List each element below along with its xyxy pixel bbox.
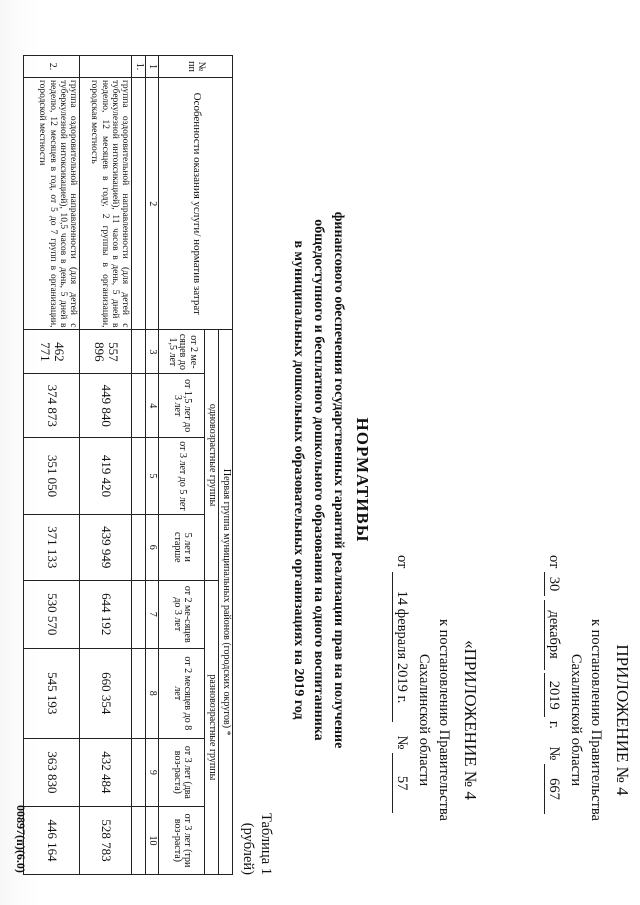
header-same-age: одновозрастные группы — [205, 330, 219, 580]
date-suffix: г. — [546, 720, 562, 729]
row-value: 449 840 — [80, 374, 132, 438]
appendix-current-title: ПРИЛОЖЕНИЕ № 4 — [613, 644, 632, 796]
table-unit: (рублей) — [240, 822, 256, 875]
col-header: от 2 ме-сяцев до 1,5 лет — [159, 330, 205, 374]
row-value: 530 570 — [24, 580, 80, 648]
header-group: Первая группа муниципальных районов (городских округов) * — [219, 330, 233, 875]
row-num: 2. — [24, 56, 80, 78]
col-number: 3 — [146, 330, 160, 374]
appendix-previous-date — [392, 555, 410, 885]
document-title-line3: в муниципальных дошкольных образовательных организациях на 2019 год — [291, 240, 306, 720]
appendix-current-date — [544, 555, 562, 885]
col-header: от 3 лет до 5 лет — [159, 438, 205, 515]
norms-table — [24, 55, 234, 875]
row-num — [80, 56, 132, 78]
row-value: 351 050 — [24, 438, 80, 515]
col-number: 10 — [146, 806, 160, 874]
header-desc: Особенности оказания услуги/ норматив затрат — [159, 77, 233, 330]
col-header: от 2 ме-сяцев до 3 лет — [159, 580, 205, 648]
row-value: 644 192 — [80, 580, 132, 648]
col-number: 2 — [146, 77, 160, 330]
row-value: 432 484 — [80, 738, 132, 806]
row-value: 439 949 — [80, 514, 132, 580]
col-number: 8 — [146, 648, 160, 738]
row-group-num: 1. — [132, 56, 146, 78]
appendix-previous-line1: к постановлению Правительства — [436, 619, 452, 821]
col-header: 5 лет и старше — [159, 514, 205, 580]
number-prefix: № — [546, 746, 562, 761]
date-prefix: от — [546, 555, 562, 569]
header-num: № пп — [159, 56, 233, 78]
row-value: 557 896 — [80, 330, 132, 374]
date-prefix: от — [394, 555, 410, 569]
col-number: 9 — [146, 738, 160, 806]
number-value: 667 — [544, 764, 562, 814]
header-mixed-age: разновозрастные группы — [205, 580, 219, 874]
row-value: 528 783 — [80, 806, 132, 874]
row-desc: группа оздоровительной направленности (для детей с туберкулезной интоксикацией), 10,5 часов в день, 5 дней в неделю, 12 месяцев в год, от 5 до 7 групп в организации, городской местности — [24, 77, 80, 330]
document-code: 00897(п)(6.0) — [14, 805, 28, 873]
appendix-previous-title: «ПРИЛОЖЕНИЕ № 4 — [461, 640, 480, 800]
row-value: 374 873 — [24, 374, 80, 438]
number-value: 57 — [392, 753, 410, 813]
row-value: 419 420 — [80, 438, 132, 515]
date-day: 30 — [544, 572, 562, 596]
table-caption: Таблица 1 — [258, 812, 274, 875]
col-header: от 3 лет (два воз-раста) — [159, 738, 205, 806]
row-value: 545 193 — [24, 648, 80, 738]
col-header: от 1,5 лет до 3 лет — [159, 374, 205, 438]
table-row — [80, 56, 132, 875]
document-title-line1: финансового обеспечения государственных гарантий реализации прав на получение — [331, 211, 346, 749]
date-month: декабря — [544, 600, 562, 670]
document-heading: НОРМАТИВЫ — [353, 417, 372, 543]
row-value: 462 771 — [24, 330, 80, 374]
row-value: 660 354 — [80, 648, 132, 738]
col-header: от 3 лет (три воз-раста) — [159, 806, 205, 874]
appendix-current-line2: Сахалинской области — [568, 653, 584, 787]
col-header: от 2 месяцев до 8 лет — [159, 648, 205, 738]
col-number: 5 — [146, 438, 160, 515]
col-number: 1 — [146, 56, 160, 78]
date-value: 14 февраля 2019 г. — [392, 572, 410, 722]
col-number: 4 — [146, 374, 160, 438]
row-value: 363 830 — [24, 738, 80, 806]
col-number: 6 — [146, 514, 160, 580]
date-year: 2019 — [544, 673, 562, 717]
appendix-previous-line2: Сахалинской области — [416, 653, 432, 787]
document-title-line2: общедоступного и бесплатного дошкольного образования на одного воспитанника — [311, 219, 326, 741]
table-row — [24, 56, 80, 875]
col-number: 7 — [146, 580, 160, 648]
number-prefix: № — [394, 735, 410, 750]
row-desc: группа оздоровительной направленности (для детей с туберкулезной интоксикацией), 11 часов в день, 5 дней в неделю, 12 месяцев в году, 2 группы в организации, городская местность — [80, 77, 132, 330]
row-value: 446 164 — [24, 806, 80, 874]
appendix-current-line1: к постановлению Правительства — [588, 619, 604, 821]
row-value: 371 133 — [24, 514, 80, 580]
